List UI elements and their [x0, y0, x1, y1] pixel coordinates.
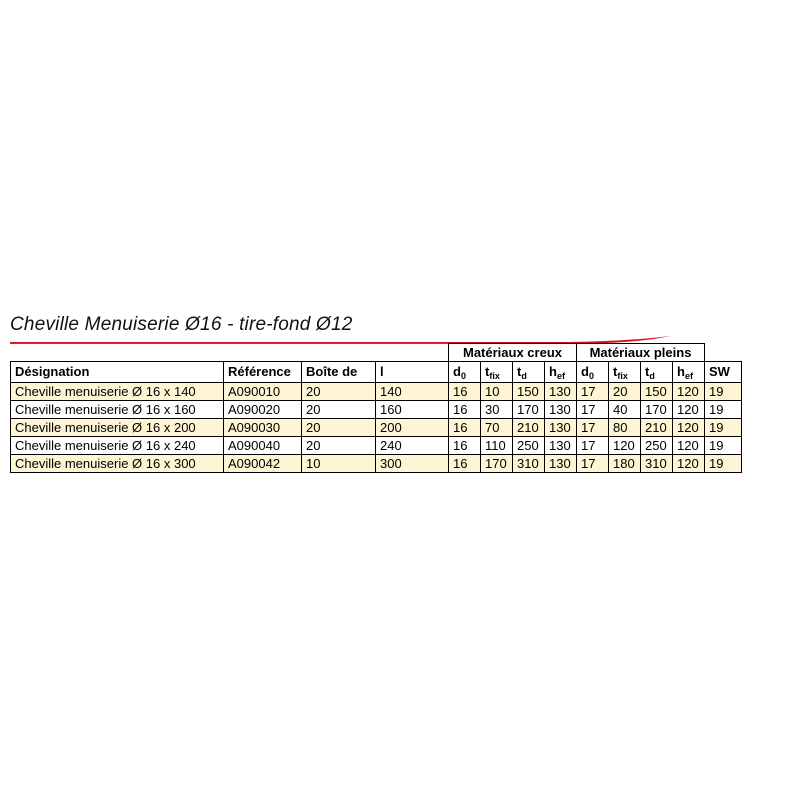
cell-creux-tfix: 110: [481, 437, 513, 455]
table-row: [11, 437, 742, 455]
col-creux-td: $t_d$: [513, 362, 545, 383]
cell-creux-tfix: 70: [481, 419, 513, 437]
table-row: [11, 455, 742, 473]
cell-reference: A090020: [224, 401, 302, 419]
col-l: l: [376, 362, 449, 383]
cell-pleins-d0: 17: [577, 455, 609, 473]
cell-pleins-tfix: 120: [609, 437, 641, 455]
cell-designation: Cheville menuiserie Ø 16 x 200: [11, 419, 224, 437]
cell-creux-d0: 16: [449, 419, 481, 437]
cell-pleins-hef: 120: [673, 401, 705, 419]
table-row: [11, 383, 742, 401]
cell-creux-hef: 130: [545, 383, 577, 401]
table-row: [11, 401, 742, 419]
cell-sw: 19: [705, 455, 742, 473]
cell-reference: A090040: [224, 437, 302, 455]
cell-pleins-td: 250: [641, 437, 673, 455]
cell-designation: Cheville menuiserie Ø 16 x 300: [11, 455, 224, 473]
cell-pleins-hef: 120: [673, 383, 705, 401]
cell-creux-td: 150: [513, 383, 545, 401]
cell-boite: 20: [302, 419, 376, 437]
cell-sw: 19: [705, 437, 742, 455]
product-title: Cheville Menuiserie Ø16 - tire-fond Ø12: [10, 314, 353, 335]
cell-creux-hef: 130: [545, 455, 577, 473]
col-reference: Référence: [224, 362, 302, 383]
cell-boite: 20: [302, 437, 376, 455]
cell-creux-hef: 130: [545, 401, 577, 419]
cell-reference: A090042: [224, 455, 302, 473]
specifications-table: [10, 343, 742, 473]
cell-pleins-tfix: 20: [609, 383, 641, 401]
cell-pleins-td: 150: [641, 383, 673, 401]
cell-l: 240: [376, 437, 449, 455]
cell-pleins-hef: 120: [673, 455, 705, 473]
cell-pleins-d0: 17: [577, 401, 609, 419]
cell-designation: Cheville menuiserie Ø 16 x 140: [11, 383, 224, 401]
cell-pleins-d0: 17: [577, 383, 609, 401]
cell-pleins-td: 310: [641, 455, 673, 473]
col-sw: SW: [705, 362, 742, 383]
cell-creux-td: 170: [513, 401, 545, 419]
table-row: [11, 419, 742, 437]
cell-boite: 20: [302, 383, 376, 401]
cell-sw: 19: [705, 401, 742, 419]
cell-pleins-hef: 120: [673, 437, 705, 455]
cell-l: 160: [376, 401, 449, 419]
cell-pleins-tfix: 40: [609, 401, 641, 419]
cell-creux-d0: 16: [449, 401, 481, 419]
cell-creux-tfix: 10: [481, 383, 513, 401]
col-pleins-hef: $h_{ef}$: [673, 362, 705, 383]
cell-creux-td: 250: [513, 437, 545, 455]
cell-designation: Cheville menuiserie Ø 16 x 160: [11, 401, 224, 419]
cell-l: 140: [376, 383, 449, 401]
col-creux-d0: $d_0$: [449, 362, 481, 383]
column-header-row: [11, 362, 742, 383]
cell-pleins-tfix: 80: [609, 419, 641, 437]
cell-creux-td: 210: [513, 419, 545, 437]
group-materiaux-creux: Matériaux creux: [449, 344, 577, 362]
cell-l: 300: [376, 455, 449, 473]
cell-sw: 19: [705, 383, 742, 401]
cell-reference: A090030: [224, 419, 302, 437]
col-creux-tfix: $t_{fix}$: [481, 362, 513, 383]
cell-sw: 19: [705, 419, 742, 437]
cell-boite: 20: [302, 401, 376, 419]
cell-designation: Cheville menuiserie Ø 16 x 240: [11, 437, 224, 455]
col-creux-hef: $h_{ef}$: [545, 362, 577, 383]
col-pleins-tfix: $t_{fix}$: [609, 362, 641, 383]
cell-creux-tfix: 170: [481, 455, 513, 473]
cell-creux-d0: 16: [449, 455, 481, 473]
cell-pleins-d0: 17: [577, 419, 609, 437]
cell-creux-d0: 16: [449, 437, 481, 455]
cell-pleins-td: 170: [641, 401, 673, 419]
cell-creux-tfix: 30: [481, 401, 513, 419]
cell-pleins-hef: 120: [673, 419, 705, 437]
cell-creux-hef: 130: [545, 437, 577, 455]
group-header-row: [11, 344, 742, 362]
col-designation: Désignation: [11, 362, 224, 383]
cell-creux-hef: 130: [545, 419, 577, 437]
group-materiaux-pleins: Matériaux pleins: [577, 344, 705, 362]
cell-boite: 10: [302, 455, 376, 473]
col-pleins-td: $t_d$: [641, 362, 673, 383]
col-pleins-d0: $d_0$: [577, 362, 609, 383]
col-boite: Boîte de: [302, 362, 376, 383]
cell-pleins-td: 210: [641, 419, 673, 437]
cell-pleins-d0: 17: [577, 437, 609, 455]
cell-l: 200: [376, 419, 449, 437]
cell-creux-td: 310: [513, 455, 545, 473]
cell-creux-d0: 16: [449, 383, 481, 401]
cell-pleins-tfix: 180: [609, 455, 641, 473]
cell-reference: A090010: [224, 383, 302, 401]
